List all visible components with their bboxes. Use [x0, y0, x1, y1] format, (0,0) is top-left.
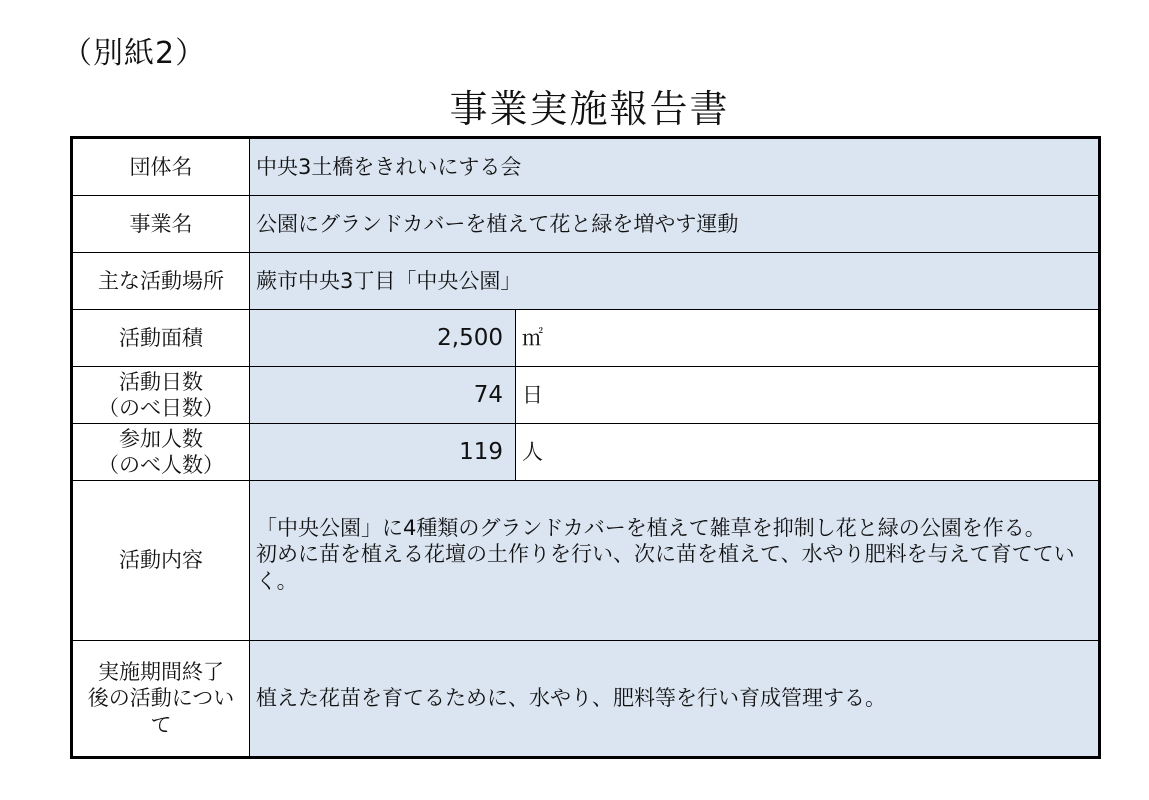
document-title: 事業実施報告書 [449, 87, 730, 131]
activity-days-label-line1: 活動日数 [119, 369, 203, 394]
activity-days-row [72, 367, 1100, 424]
participants-label-line1: 参加人数 [119, 426, 203, 451]
activity-area-value: 2,500 [250, 310, 516, 367]
participants-label-line2: （のべ人数） [98, 453, 224, 477]
group-name-value: 中央3土橋をきれいにする会 [250, 138, 1100, 196]
project-name-label: 事業名 [72, 196, 250, 253]
main-location-value: 蕨市中央3丁目「中央公園」 [250, 253, 1100, 310]
post-period-label-line1: 実施期間終了 [98, 660, 224, 685]
activity-area-row [72, 310, 1100, 367]
participants-label [72, 424, 250, 481]
post-period-activity-label [72, 641, 250, 758]
activity-days-value: 74 [250, 367, 516, 424]
post-period-activity-value: 植えた花苗を育てるために、水やり、肥料等を行い育成管理する。 [250, 641, 1100, 758]
participants-unit: 人 [516, 424, 1100, 481]
report-table [70, 136, 1101, 759]
activity-area-label: 活動面積 [72, 310, 250, 367]
project-name-value: 公園にグランドカバーを植えて花と緑を増やす運動 [250, 196, 1100, 253]
project-name-row [72, 196, 1100, 253]
participants-value: 119 [250, 424, 516, 481]
group-name-label: 団体名 [72, 138, 250, 196]
activity-days-label [72, 367, 250, 424]
post-period-label-line2: 後の活動につい [87, 686, 235, 711]
activity-content-cell [250, 481, 1100, 641]
activity-content-row [72, 481, 1100, 641]
activity-area-unit: ㎡ [516, 310, 1100, 367]
activity-days-unit: 日 [516, 367, 1100, 424]
attachment-label: （別紙2） [62, 36, 207, 71]
post-period-activity-row [72, 641, 1100, 758]
group-name-row [72, 138, 1100, 196]
main-location-row [72, 253, 1100, 310]
post-period-label-line3: て [150, 712, 172, 737]
activity-content-value: 「中央公園」に4種類のグランドカバーを植えて雑草を抑制し花と緑の公園を作る。 初めに苗を植える花壇の土作りを行い、次に苗を植えて、水やり肥料を与えて育てていく。 [256, 516, 1078, 593]
activity-content-label: 活動内容 [72, 481, 250, 641]
main-location-label: 主な活動場所 [72, 253, 250, 310]
participants-row [72, 424, 1100, 481]
activity-days-label-line2: （のべ日数） [98, 396, 224, 420]
